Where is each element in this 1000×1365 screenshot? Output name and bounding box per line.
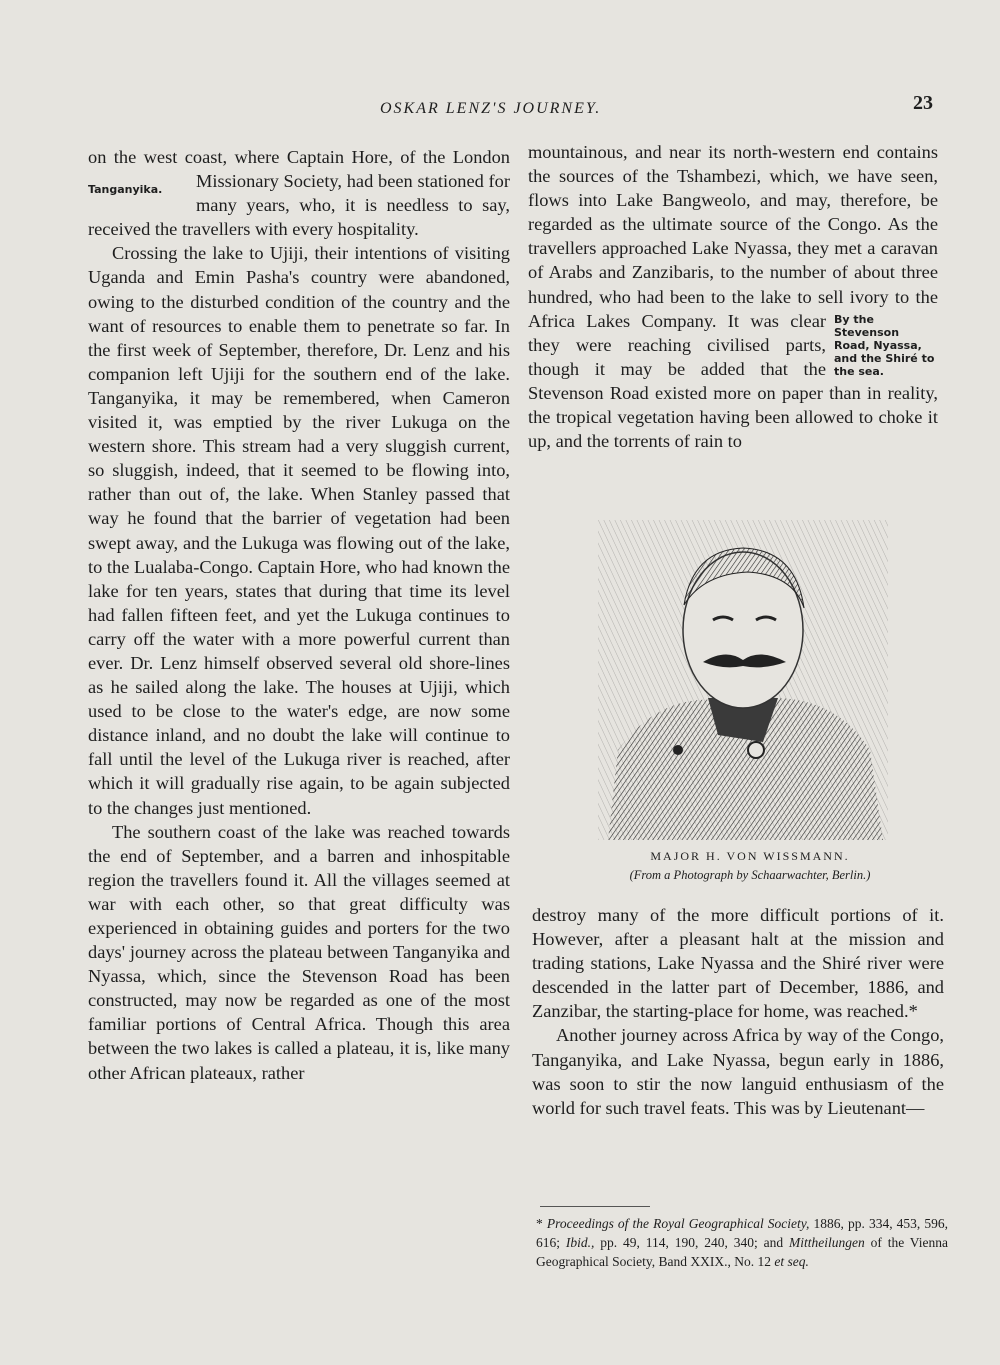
footnote: * Proceedings of the Royal Geographical Society, 1886, pp. 334, 453, 596, 616; Ibid., pp. 49, 114, 190, 240, 340; and Mittheilungen of the Vienna Geographical Society, Band XXIX., No. 12 et seq. (536, 1216, 949, 1269)
figure-caption: MAJOR H. VON WISSMANN. (650, 849, 850, 863)
page-number: 23 (913, 92, 933, 114)
paragraph: on the west coast, where Captain Hore, of the London Missionary Society, had been Tanganyika. stationed for many years, who, it is needless to say, received the travellers with every hospitality. (88, 147, 510, 240)
paragraph: The southern coast of the lake was reached towards the end of September, and a barren and inhospitable region the travellers found it. All the villages seemed at war with each other, so that great difficulty was experienced in obtaining guides and porters for the two days' journey across the plateau between Tanganyika and Nyassa, which, since the Stevenson Road has been constructed, may now be regarded as one of the most familiar portions of Central Africa. Though this area between the two lakes is called a plateau, it is, like many other African plateaux, rather (88, 821, 510, 1083)
paragraph: destroy many of the more difficult portions of it. However, after a pleasant halt at the mission and trading stations, Lake Nyassa and the Shiré river were descended in the latter part of December, 1886, and Zanzibar, the starting-place for home, was reached.* (532, 905, 944, 1022)
right-column-top (528, 140, 938, 453)
figure-source: (From a Photograph by Schaarwachter, Berlin.) (629, 868, 871, 882)
running-header: OSKAR LENZ'S JOURNEY. (380, 100, 602, 117)
portrait-engraving (598, 520, 888, 840)
paragraph: Another journey across Africa by way of the Congo, Tanganyika, and Lake Nyassa, begun early in 1886, was soon to stir the now languid enthusiasm of the world for such travel feats. This was by Lieutenant— (532, 1025, 944, 1118)
paragraph: mountainous, and near its north-western end contains the sources of the Tshambezi, which, we have seen, flows into Lake Bangweolo, and may, therefore, be regarded as the ultimate source of the Congo. As the travellers approached Lake Nyassa, they met a caravan of Arabs and Zanzibaris, to the number of about three hundred, who had been to the lake to sell ivory to the Africa Lakes Company. It By the Stevenson Road, Nyassa, and the Shiré to the sea. was clear they were reaching civilised parts, though it may be added that the Stevenson Road existed more on paper than in reality, the tropical vegetation having been allowed to choke it up, and the torrents of rain to (528, 142, 938, 452)
right-column-bottom (532, 903, 944, 1120)
margin-note: Tanganyika. (88, 183, 163, 197)
footnote-rule (540, 1206, 650, 1207)
paragraph: Crossing the lake to Ujiji, their intentions of visiting Uganda and Emin Pasha's country were abandoned, owing to the disturbed condition of the country and the want of resources to enable them to penetrate so far. In the first week of September, therefore, Dr. Lenz and his companion left Ujiji for the southern end of the lake. Tanganyika, it may be remembered, when Cameron visited it, was emptied by the river Lukuga on the western shore. This stream had a very sluggish current, so sluggish, indeed, that it seemed to be flowing into, rather than out of, the lake. When Stanley passed that way he found that the barrier of vegetation had been swept away, and the Lukuga was flowing out of the lake, to the Lualaba-Congo. Captain Hore, who had known the lake for ten years, states that during that time its level had fallen fifteen feet, and yet the Lukuga continues to carry off the water with a more powerful current than ever. Dr. Lenz himself observed several old shore-lines as he sailed along the lake. The houses at Ujiji, which used to be close to the water's edge, are now some distance inland, and no doubt the lake will continue to fall until the level of the Lukuga river is reached, after which it will gradually rise again, to be again subjected to the changes just mentioned. (88, 243, 510, 818)
margin-note: By the Stevenson Road, Nyassa, and the Shiré to the sea. (834, 312, 935, 378)
left-column (88, 145, 510, 1085)
